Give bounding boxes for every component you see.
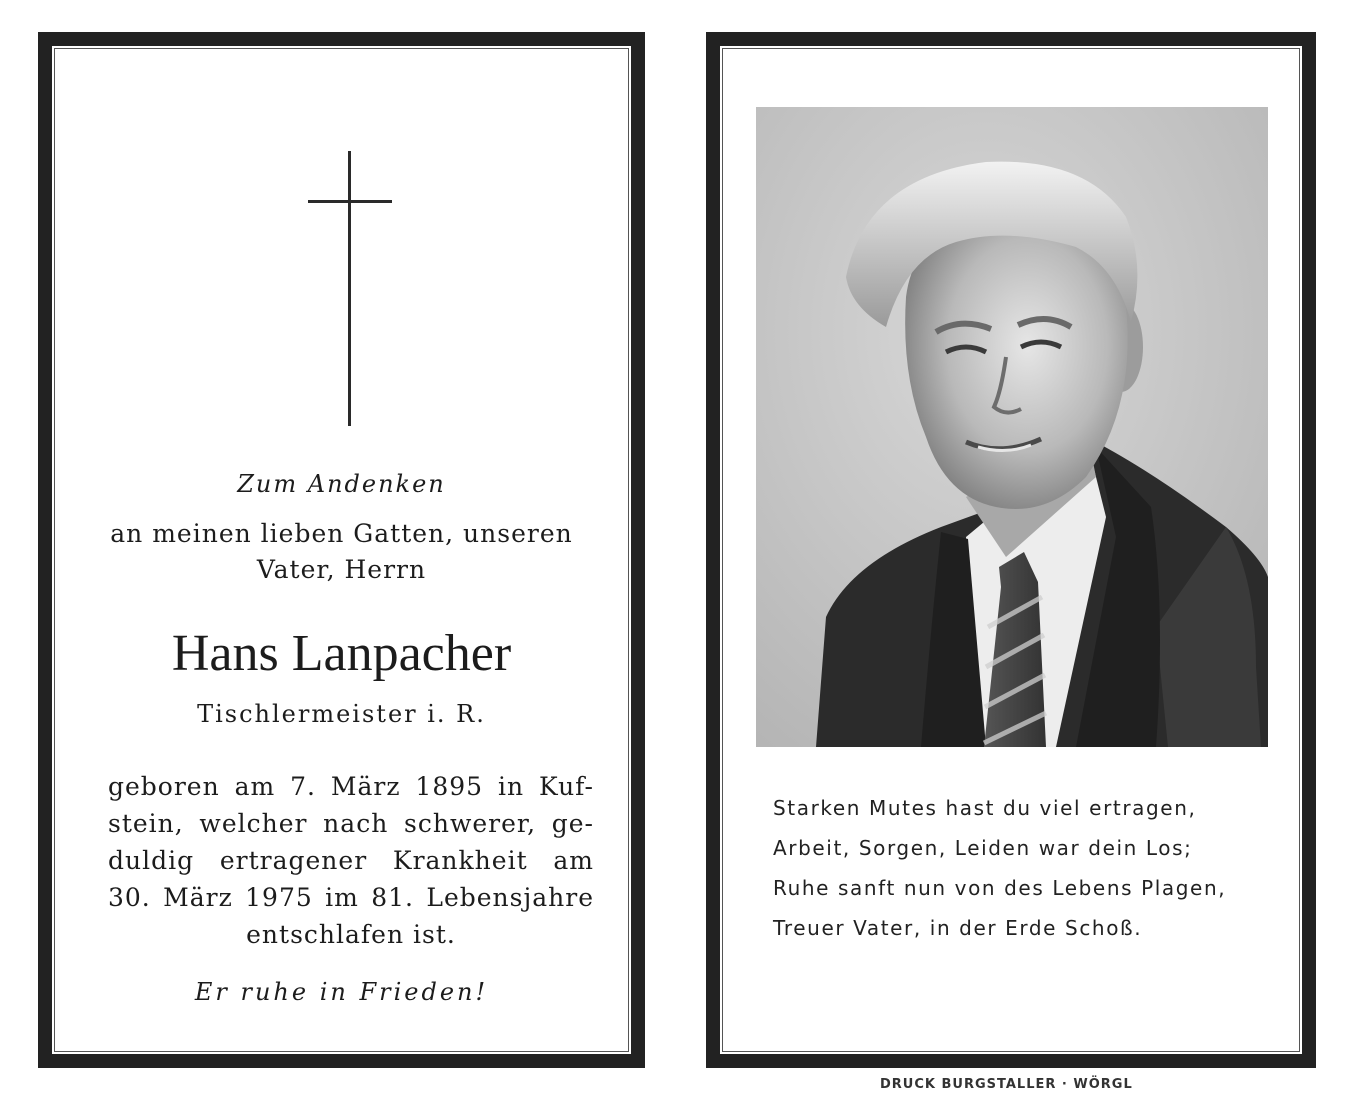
obituary-photo-card — [706, 32, 1316, 1068]
poem-line: Ruhe sanft nun von des Lebens Plagen, — [773, 876, 1227, 900]
closing-blessing: Er ruhe in Frieden! — [194, 978, 489, 1006]
biography-line: stein, welcher nach schwerer, ge- — [108, 809, 594, 838]
printer-imprint: DRUCK BURGSTALLER · WÖRGL — [880, 1077, 1133, 1092]
poem-line: Starken Mutes hast du viel ertragen, — [773, 796, 1197, 820]
biography-line: 30. März 1975 im 81. Lebensjahre — [108, 883, 594, 912]
remembrance-heading: Zum Andenken — [237, 470, 446, 498]
biography-line: duldig ertragener Krankheit am — [108, 846, 594, 875]
poem-line: Arbeit, Sorgen, Leiden war dein Los; — [773, 836, 1193, 860]
biography-line: entschlafen ist. — [246, 920, 456, 949]
biography-line: geboren am 7. März 1895 in Kuf- — [108, 772, 594, 801]
deceased-profession: Tischlermeister i. R. — [197, 700, 486, 728]
poem-line: Treuer Vater, in der Erde Schoß. — [773, 916, 1143, 940]
deceased-name: Hans Lanpacher — [171, 625, 512, 682]
dedication-line: Vater, Herrn — [256, 555, 427, 584]
dedication-line: an meinen lieben Gatten, unseren — [110, 519, 573, 548]
obituary-text-card — [38, 32, 645, 1068]
portrait-photo — [756, 107, 1268, 747]
